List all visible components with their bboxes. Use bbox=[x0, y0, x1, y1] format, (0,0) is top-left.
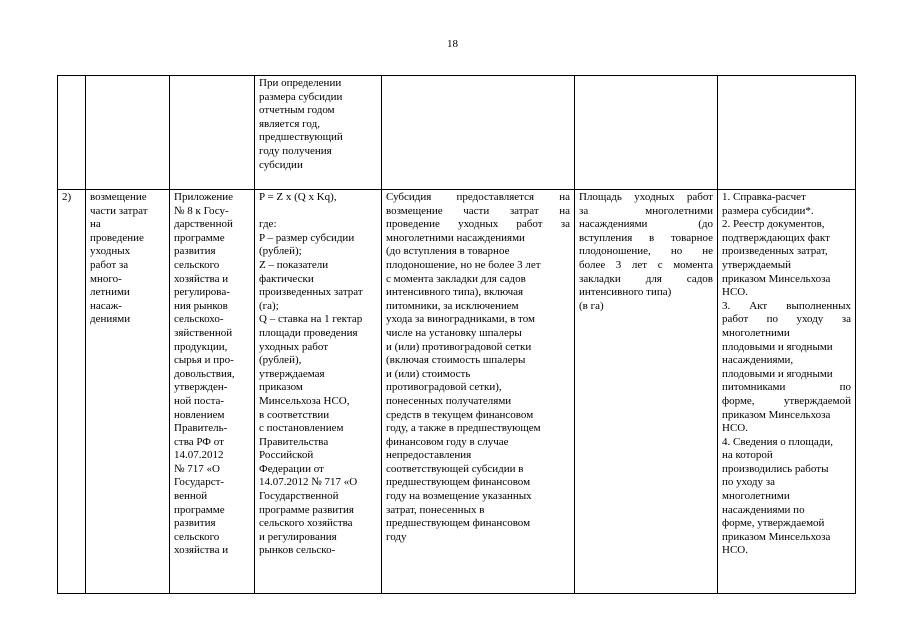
text-line: форме, утверждаемой bbox=[722, 517, 825, 530]
text-line: 14.07.2012 № 717 «О bbox=[259, 476, 358, 489]
text-line: уходных bbox=[90, 245, 131, 258]
cell-base-empty bbox=[575, 76, 718, 190]
text-line: и регулирования bbox=[259, 530, 337, 543]
text-line: насаждениями (до bbox=[579, 218, 713, 231]
text-line: с момента закладки для садов bbox=[386, 272, 526, 285]
text-line: интенсивного типа) bbox=[579, 286, 672, 299]
text-line: насаждениями по bbox=[722, 503, 805, 516]
text-line: финансовом году в случае bbox=[386, 435, 509, 448]
text-line: сельскохо- bbox=[174, 313, 224, 326]
text-line: насаждениями, bbox=[722, 354, 794, 367]
text-line: ния рынков bbox=[174, 299, 228, 312]
text-line: зяйственной bbox=[174, 326, 233, 339]
text-line: Государст- bbox=[174, 476, 225, 489]
text-line: развития bbox=[174, 245, 216, 258]
cell-documents-empty bbox=[718, 76, 856, 190]
text-line: (рублей); bbox=[259, 245, 302, 258]
text-line: противоградовой сетки), bbox=[386, 381, 502, 394]
text-line: P = Z x (Q x Kq), bbox=[259, 191, 337, 203]
text-line: многолетними bbox=[722, 490, 790, 503]
text-line: программе развития bbox=[259, 503, 354, 516]
text-line: где: bbox=[259, 218, 277, 231]
cell-conditions bbox=[382, 190, 575, 594]
text-line: (в га) bbox=[579, 299, 604, 312]
text-line: производились работы bbox=[722, 462, 829, 475]
cell-conditions-empty bbox=[382, 76, 575, 190]
cell-num-empty bbox=[58, 76, 86, 190]
text-line: хозяйства и bbox=[174, 272, 229, 285]
text-line: году на возмещение указанных bbox=[386, 490, 532, 503]
text-line: развития bbox=[174, 517, 216, 530]
cell-formula-cont bbox=[255, 76, 382, 190]
text-line: субсидии bbox=[259, 158, 303, 171]
text-line: Z – показатели bbox=[259, 258, 329, 271]
text-line: является год, bbox=[259, 117, 320, 130]
table-row-2 bbox=[58, 190, 856, 594]
text-line: части затрат bbox=[90, 204, 148, 217]
text-line: довольствия, bbox=[174, 367, 235, 380]
cell-purpose-empty bbox=[86, 76, 170, 190]
text-line: (включая стоимость шпалеры bbox=[386, 354, 526, 367]
text-line: на которой bbox=[722, 449, 773, 462]
text-line: питомниками по bbox=[722, 381, 851, 394]
text-line: новлением bbox=[174, 408, 225, 421]
text-line: с постановлением bbox=[259, 422, 344, 435]
text-line: возмещение части затрат на bbox=[386, 204, 570, 217]
text-line: Российской bbox=[259, 449, 314, 462]
text-line: приказом Минсельхоза bbox=[722, 408, 831, 421]
text-line: соответствующей субсидии в bbox=[386, 462, 524, 475]
text-line: закладки для садов bbox=[579, 272, 713, 285]
text-line: НСО. bbox=[722, 544, 748, 557]
text-line: вступления в товарное bbox=[579, 231, 713, 244]
text-line: (до вступления в товарное bbox=[386, 245, 510, 258]
text-line: по уходу за bbox=[722, 476, 775, 489]
text-line: работ по уходу за bbox=[722, 313, 851, 326]
text-line: затрат, понесенных в bbox=[386, 503, 485, 516]
text-line: размера субсидии*. bbox=[722, 204, 814, 217]
text-line: приказом Минсельхоза bbox=[722, 530, 831, 543]
text-line: венной bbox=[174, 490, 208, 503]
text-line: НСО. bbox=[722, 422, 748, 435]
text-line: 1. Справка-расчет bbox=[722, 191, 806, 203]
text-line: Минсельхоза НСО, bbox=[259, 394, 350, 407]
text-line: Государственной bbox=[259, 490, 339, 503]
text-line: Субсидия предоставляется на bbox=[386, 191, 570, 203]
text-line: сельского хозяйства bbox=[259, 517, 353, 530]
cell-documents bbox=[718, 190, 856, 594]
text-line: При определении bbox=[259, 77, 342, 89]
text-line: году bbox=[386, 530, 407, 543]
cell-purpose bbox=[86, 190, 170, 594]
text-line: продукции, bbox=[174, 340, 228, 353]
text-line: непредоставления bbox=[386, 449, 472, 462]
text-line: утверждаемая bbox=[259, 367, 325, 380]
text-line: фактически bbox=[259, 272, 314, 285]
text-line: предшествующий bbox=[259, 131, 343, 144]
text-line: предшествующем финансовом bbox=[386, 517, 531, 530]
text-line: сельского bbox=[174, 258, 220, 271]
text-line: работ за bbox=[90, 258, 129, 271]
text-line: Федерации от bbox=[259, 462, 324, 475]
text-line: приказом bbox=[259, 381, 303, 394]
text-line: подтверждающих факт bbox=[722, 231, 830, 244]
text-line: на bbox=[90, 218, 101, 231]
text-line: программе bbox=[174, 503, 225, 516]
text-line: 3. Акт выполненных bbox=[722, 299, 851, 312]
text-line: более 3 лет с момента bbox=[579, 258, 713, 271]
text-line: 14.07.2012 bbox=[174, 449, 224, 462]
text-line: Правительства bbox=[259, 435, 329, 448]
text-line: утверждаемый bbox=[722, 258, 792, 271]
text-line: насаж- bbox=[90, 299, 122, 312]
text-line: 4. Сведения о площади, bbox=[722, 435, 833, 448]
text-line: проведение уходных работ за bbox=[386, 218, 570, 231]
text-line: дениями bbox=[90, 313, 131, 326]
text-line: проведение bbox=[90, 231, 144, 244]
text-line: предшествующем финансовом bbox=[386, 476, 531, 489]
text-line: плодовыми и ягодными bbox=[722, 340, 833, 353]
text-line: отчетным годом bbox=[259, 104, 335, 117]
text-line: уходных работ bbox=[259, 340, 329, 353]
text-line: плодоношение, но не более 3 лет bbox=[386, 258, 541, 271]
text-line: в соответствии bbox=[259, 408, 330, 421]
text-line bbox=[259, 205, 377, 219]
text-line: 2. Реестр документов, bbox=[722, 218, 825, 231]
table-row-continuation bbox=[58, 76, 856, 190]
text-line: и (или) противоградовой сетки bbox=[386, 340, 532, 353]
text-line: году, а также в предшествующем bbox=[386, 422, 541, 435]
text-line: Q – ставка на 1 гектар bbox=[259, 313, 363, 326]
text-line: дарственной bbox=[174, 218, 233, 231]
text-line: рынков сельско- bbox=[259, 544, 336, 557]
text-line: возмещение bbox=[90, 191, 147, 203]
text-line: за многолетними bbox=[579, 204, 713, 217]
text-line: сырья и про- bbox=[174, 354, 234, 367]
text-line: интенсивного типа), включая bbox=[386, 286, 524, 299]
text-line: произведенных затрат, bbox=[722, 245, 828, 258]
cell-formula bbox=[255, 190, 382, 594]
text-line: многолетними bbox=[722, 326, 790, 339]
cell-base bbox=[575, 190, 718, 594]
text-line: площади проведения bbox=[259, 326, 358, 339]
text-line: плодовыми и ягодными bbox=[722, 367, 833, 380]
text-line: сельского bbox=[174, 530, 220, 543]
text-line: размера субсидии bbox=[259, 90, 343, 103]
text-line: Площадь уходных работ bbox=[579, 191, 713, 203]
text-line: хозяйства и bbox=[174, 544, 229, 557]
text-line: приказом Минсельхоза bbox=[722, 272, 831, 285]
text-line: (рублей), bbox=[259, 354, 302, 367]
text-line: № 717 «О bbox=[174, 462, 220, 475]
text-line: летними bbox=[90, 286, 130, 299]
text-line: Правитель- bbox=[174, 422, 228, 435]
text-line: ной поста- bbox=[174, 394, 225, 407]
text-line: многолетними насаждениями bbox=[386, 231, 525, 244]
text-line: ухода за виноградниками, в том bbox=[386, 313, 535, 326]
text-line: P – размер субсидии bbox=[259, 231, 355, 244]
text-line: числе на установку шпалеры bbox=[386, 326, 522, 339]
page-number: 18 bbox=[447, 38, 458, 50]
text-line: понесенных получателями bbox=[386, 394, 512, 407]
text-line: № 8 к Госу- bbox=[174, 204, 229, 217]
cell-row-number: 2) bbox=[58, 190, 86, 594]
text-line: и (или) стоимость bbox=[386, 367, 471, 380]
text-line: утвержден- bbox=[174, 381, 228, 394]
text-line: питомники, за исключением bbox=[386, 299, 519, 312]
text-line: НСО. bbox=[722, 286, 748, 299]
text-line: году получения bbox=[259, 144, 332, 157]
text-line: форме, утверждаемой bbox=[722, 394, 851, 407]
cell-program-empty bbox=[170, 76, 255, 190]
text-line: программе bbox=[174, 231, 225, 244]
text-line: Приложение bbox=[174, 191, 234, 203]
subsidy-table bbox=[57, 75, 856, 594]
text-line: плодоношение, но не bbox=[579, 245, 713, 258]
text-line: средств в текущем финансовом bbox=[386, 408, 534, 421]
text-line: произведенных затрат bbox=[259, 286, 363, 299]
text-line: (га); bbox=[259, 299, 279, 312]
text-line: много- bbox=[90, 272, 122, 285]
text-line: регулирова- bbox=[174, 286, 230, 299]
cell-program bbox=[170, 190, 255, 594]
text-line: ства РФ от bbox=[174, 435, 224, 448]
